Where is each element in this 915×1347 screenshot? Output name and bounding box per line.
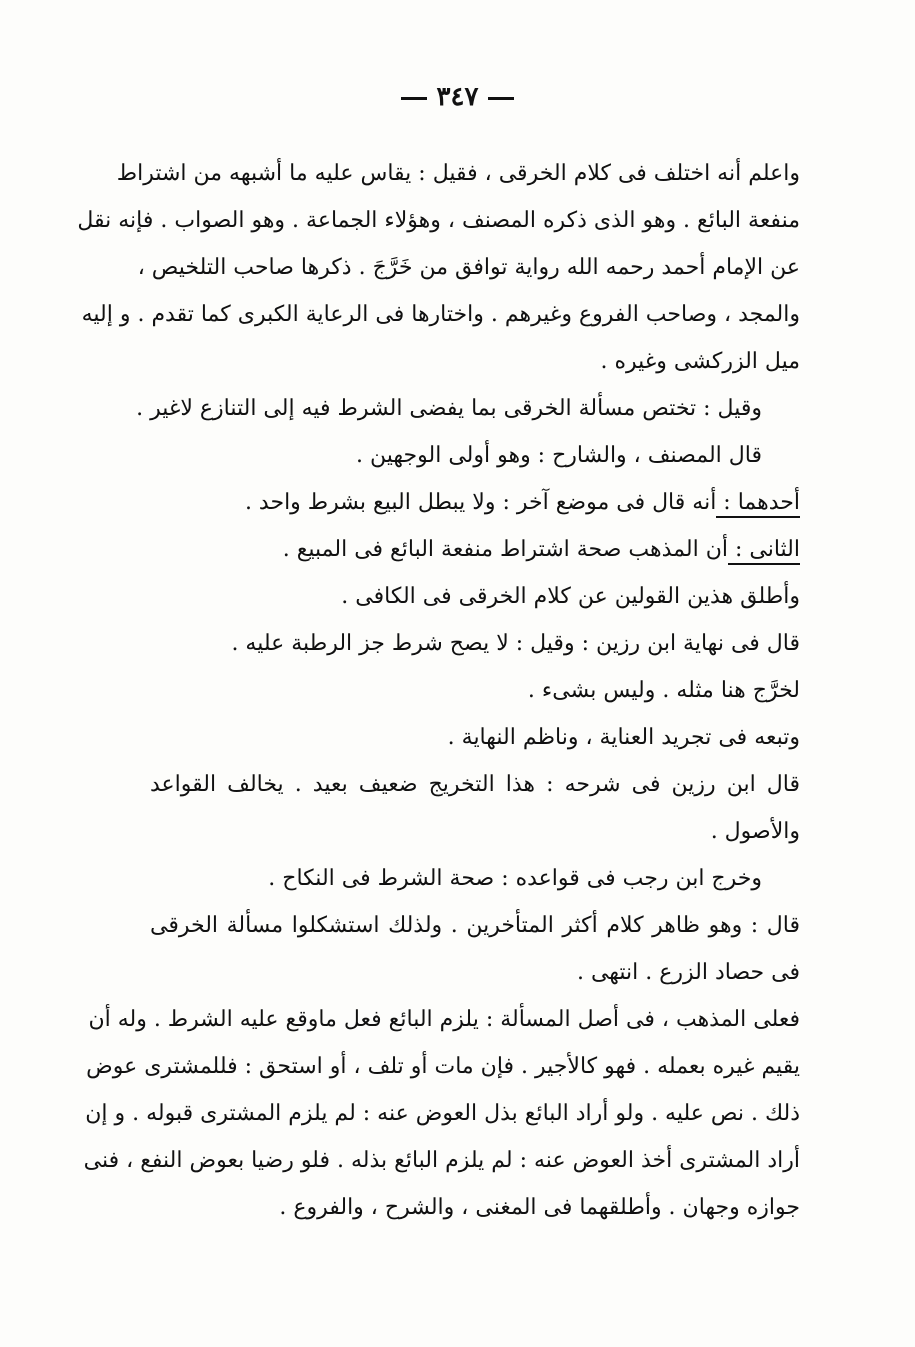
- body-text: [77, 150, 800, 1231]
- first-aspect-text: أنه قال فى موضع آخر : ولا يبطل البيع بشرط واحد .: [244, 490, 717, 515]
- text-line: ذلك . نص عليه . ولو أراد البائع بذل العوض عنه : لم يلزم المشترى قبوله . و إن: [85, 1101, 800, 1126]
- left-dash: [401, 97, 427, 100]
- text-line: فى حصاد الزرع . انتهى .: [576, 960, 800, 985]
- text-line: يقيم غيره بعمله . فهو كالأجير . فإن مات أو تلف ، أو استحق : فللمشترى عوض: [86, 1054, 800, 1079]
- text-line: قال المصنف ، والشارح : وهو أولى الوجهين .: [356, 443, 762, 468]
- text-line: لخرَّج هنا مثله . وليس بشىء .: [527, 678, 800, 703]
- text-line: وخرج ابن رجب فى قواعده : صحة الشرط فى النكاح .: [268, 866, 762, 891]
- text-line-first-aspect: [150, 479, 800, 526]
- first-aspect-label: أحدهما :: [716, 490, 800, 518]
- text-line: أراد المشترى أخذ العوض عنه : لم يلزم البائع بذله . فلو رضيا بعوض النفع ، فنى: [83, 1148, 800, 1173]
- right-dash: [488, 97, 514, 100]
- text-line: منفعة البائع . وهو الذى ذكره المصنف ، وهؤلاء الجماعة . وهو الصواب . فإنه نقل: [77, 208, 800, 233]
- text-line-second-aspect: [150, 526, 800, 573]
- page-number-text: ٣٤٧: [436, 82, 479, 112]
- text-line: قال : وهو ظاهر كلام أكثر المتأخرين . ولذلك استشكلوا مسألة الخرقى: [150, 913, 800, 938]
- page-number: [0, 82, 915, 112]
- text-line: والمجد ، وصاحب الفروع وغيرهم . واختارها فى الرعاية الكبرى كما تقدم . و إليه: [81, 302, 800, 327]
- text-line: وتبعه فى تجريد العناية ، وناظم النهاية .: [447, 725, 800, 750]
- text-line: واعلم أنه اختلف فى كلام الخرقى ، فقيل : يقاس عليه ما أشبهه من اشتراط: [116, 161, 800, 186]
- second-aspect-text: أن المذهب صحة اشتراط منفعة البائع فى المبيع .: [282, 537, 728, 562]
- second-aspect-label: الثانى :: [728, 537, 800, 565]
- text-line: عن الإمام أحمد رحمه الله رواية توافق من خَرَّجَ . ذكرها صاحب التلخيص ،: [137, 255, 800, 280]
- text-line: ميل الزركشى وغيره .: [600, 349, 800, 374]
- text-line: وقيل : تختص مسألة الخرقى بما يفضى الشرط فيه إلى التنازع لاغير .: [136, 396, 762, 421]
- text-line: والأصول .: [710, 819, 800, 844]
- text-line: قال فى نهاية ابن رزين : وقيل : لا يصح شرط جز الرطبة عليه .: [231, 631, 800, 656]
- text-line: جوازه وجهان . وأطلقهما فى المغنى ، والشرح ، والفروع .: [279, 1195, 800, 1220]
- text-line: فعلى المذهب ، فى أصل المسألة : يلزم البائع فعل ماوقع عليه الشرط . وله أن: [88, 1007, 800, 1032]
- text-line: وأطلق هذين القولين عن كلام الخرقى فى الكافى .: [341, 584, 800, 609]
- text-line: قال ابن رزين فى شرحه : هذا التخريج ضعيف بعيد . يخالف القواعد: [150, 772, 800, 797]
